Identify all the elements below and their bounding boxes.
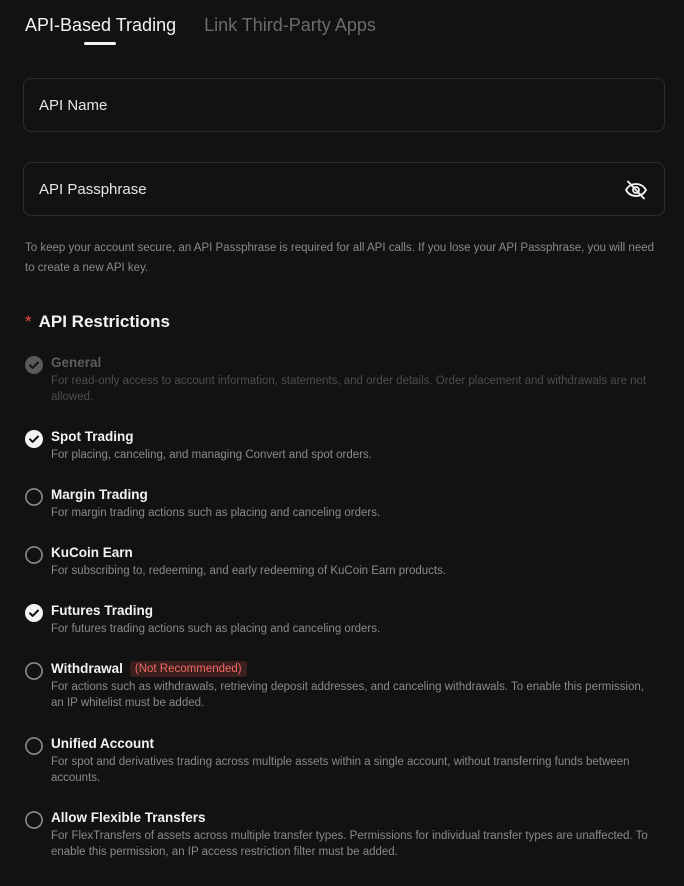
option-label: General bbox=[51, 355, 102, 370]
option-label: Margin Trading bbox=[51, 487, 148, 502]
api-restrictions-label: API Restrictions bbox=[38, 312, 170, 331]
checkbox-checked-icon[interactable] bbox=[25, 430, 43, 448]
required-marker: * bbox=[25, 312, 32, 331]
checkbox-unchecked-icon[interactable] bbox=[25, 546, 43, 564]
api-passphrase-input[interactable] bbox=[39, 163, 619, 215]
checkbox-unchecked-icon[interactable] bbox=[25, 662, 43, 680]
checkbox-checked-icon[interactable] bbox=[25, 604, 43, 622]
eye-off-icon[interactable] bbox=[624, 178, 648, 202]
option-description: For futures trading actions such as placing and canceling orders. bbox=[51, 623, 381, 635]
option-description: For margin trading actions such as placing and canceling orders. bbox=[51, 507, 381, 519]
checkbox-unchecked-icon[interactable] bbox=[25, 811, 43, 829]
option-description: For spot and derivatives trading across multiple assets within a single account, without transferring funds between accounts. bbox=[51, 756, 630, 784]
checkbox-unchecked-icon[interactable] bbox=[25, 488, 43, 506]
option-label: Spot Trading bbox=[51, 429, 134, 444]
tab-link-third-party-apps[interactable]: Link Third-Party Apps bbox=[204, 15, 376, 35]
not-recommended-badge: (Not Recommended) bbox=[130, 661, 247, 677]
option-label: KuCoin Earn bbox=[51, 545, 133, 560]
option-description: For placing, canceling, and managing Convert and spot orders. bbox=[51, 449, 372, 461]
option-label: Futures Trading bbox=[51, 603, 154, 618]
tab-bar bbox=[25, 13, 376, 47]
option-description: For subscribing to, redeeming, and early redeeming of KuCoin Earn products. bbox=[51, 565, 447, 577]
option-label-text: Withdrawal bbox=[51, 661, 123, 676]
option-description: For actions such as withdrawals, retrieving deposit addresses, and canceling withdrawals. To enable this permission, an IP whitelist must be added. bbox=[51, 681, 644, 709]
option-description: For FlexTransfers of assets across multiple transfer types. Permissions for individual transfer types are unaffected. To enable this permission, an IP access restriction filter must be added. bbox=[51, 830, 648, 858]
option-label: Unified Account bbox=[51, 736, 154, 751]
api-name-input[interactable] bbox=[39, 79, 619, 131]
option-description: For read-only access to account information, statements, and order details. Order placement and withdrawals are not allowed. bbox=[51, 375, 647, 403]
checkbox-unchecked-icon[interactable] bbox=[25, 737, 43, 755]
api-restrictions-title bbox=[25, 311, 170, 333]
api-passphrase-field bbox=[23, 162, 665, 216]
api-name-field bbox=[23, 78, 665, 132]
option-label: Allow Flexible Transfers bbox=[51, 810, 206, 825]
passphrase-hint: To keep your account secure, an API Passphrase is required for all API calls. If you lose your API Passphrase, you will need to create a new API key. bbox=[25, 242, 655, 274]
checkbox-checked-disabled-icon bbox=[25, 356, 43, 374]
tab-api-based-trading[interactable]: API-Based Trading bbox=[25, 13, 176, 47]
option-label bbox=[51, 660, 247, 678]
